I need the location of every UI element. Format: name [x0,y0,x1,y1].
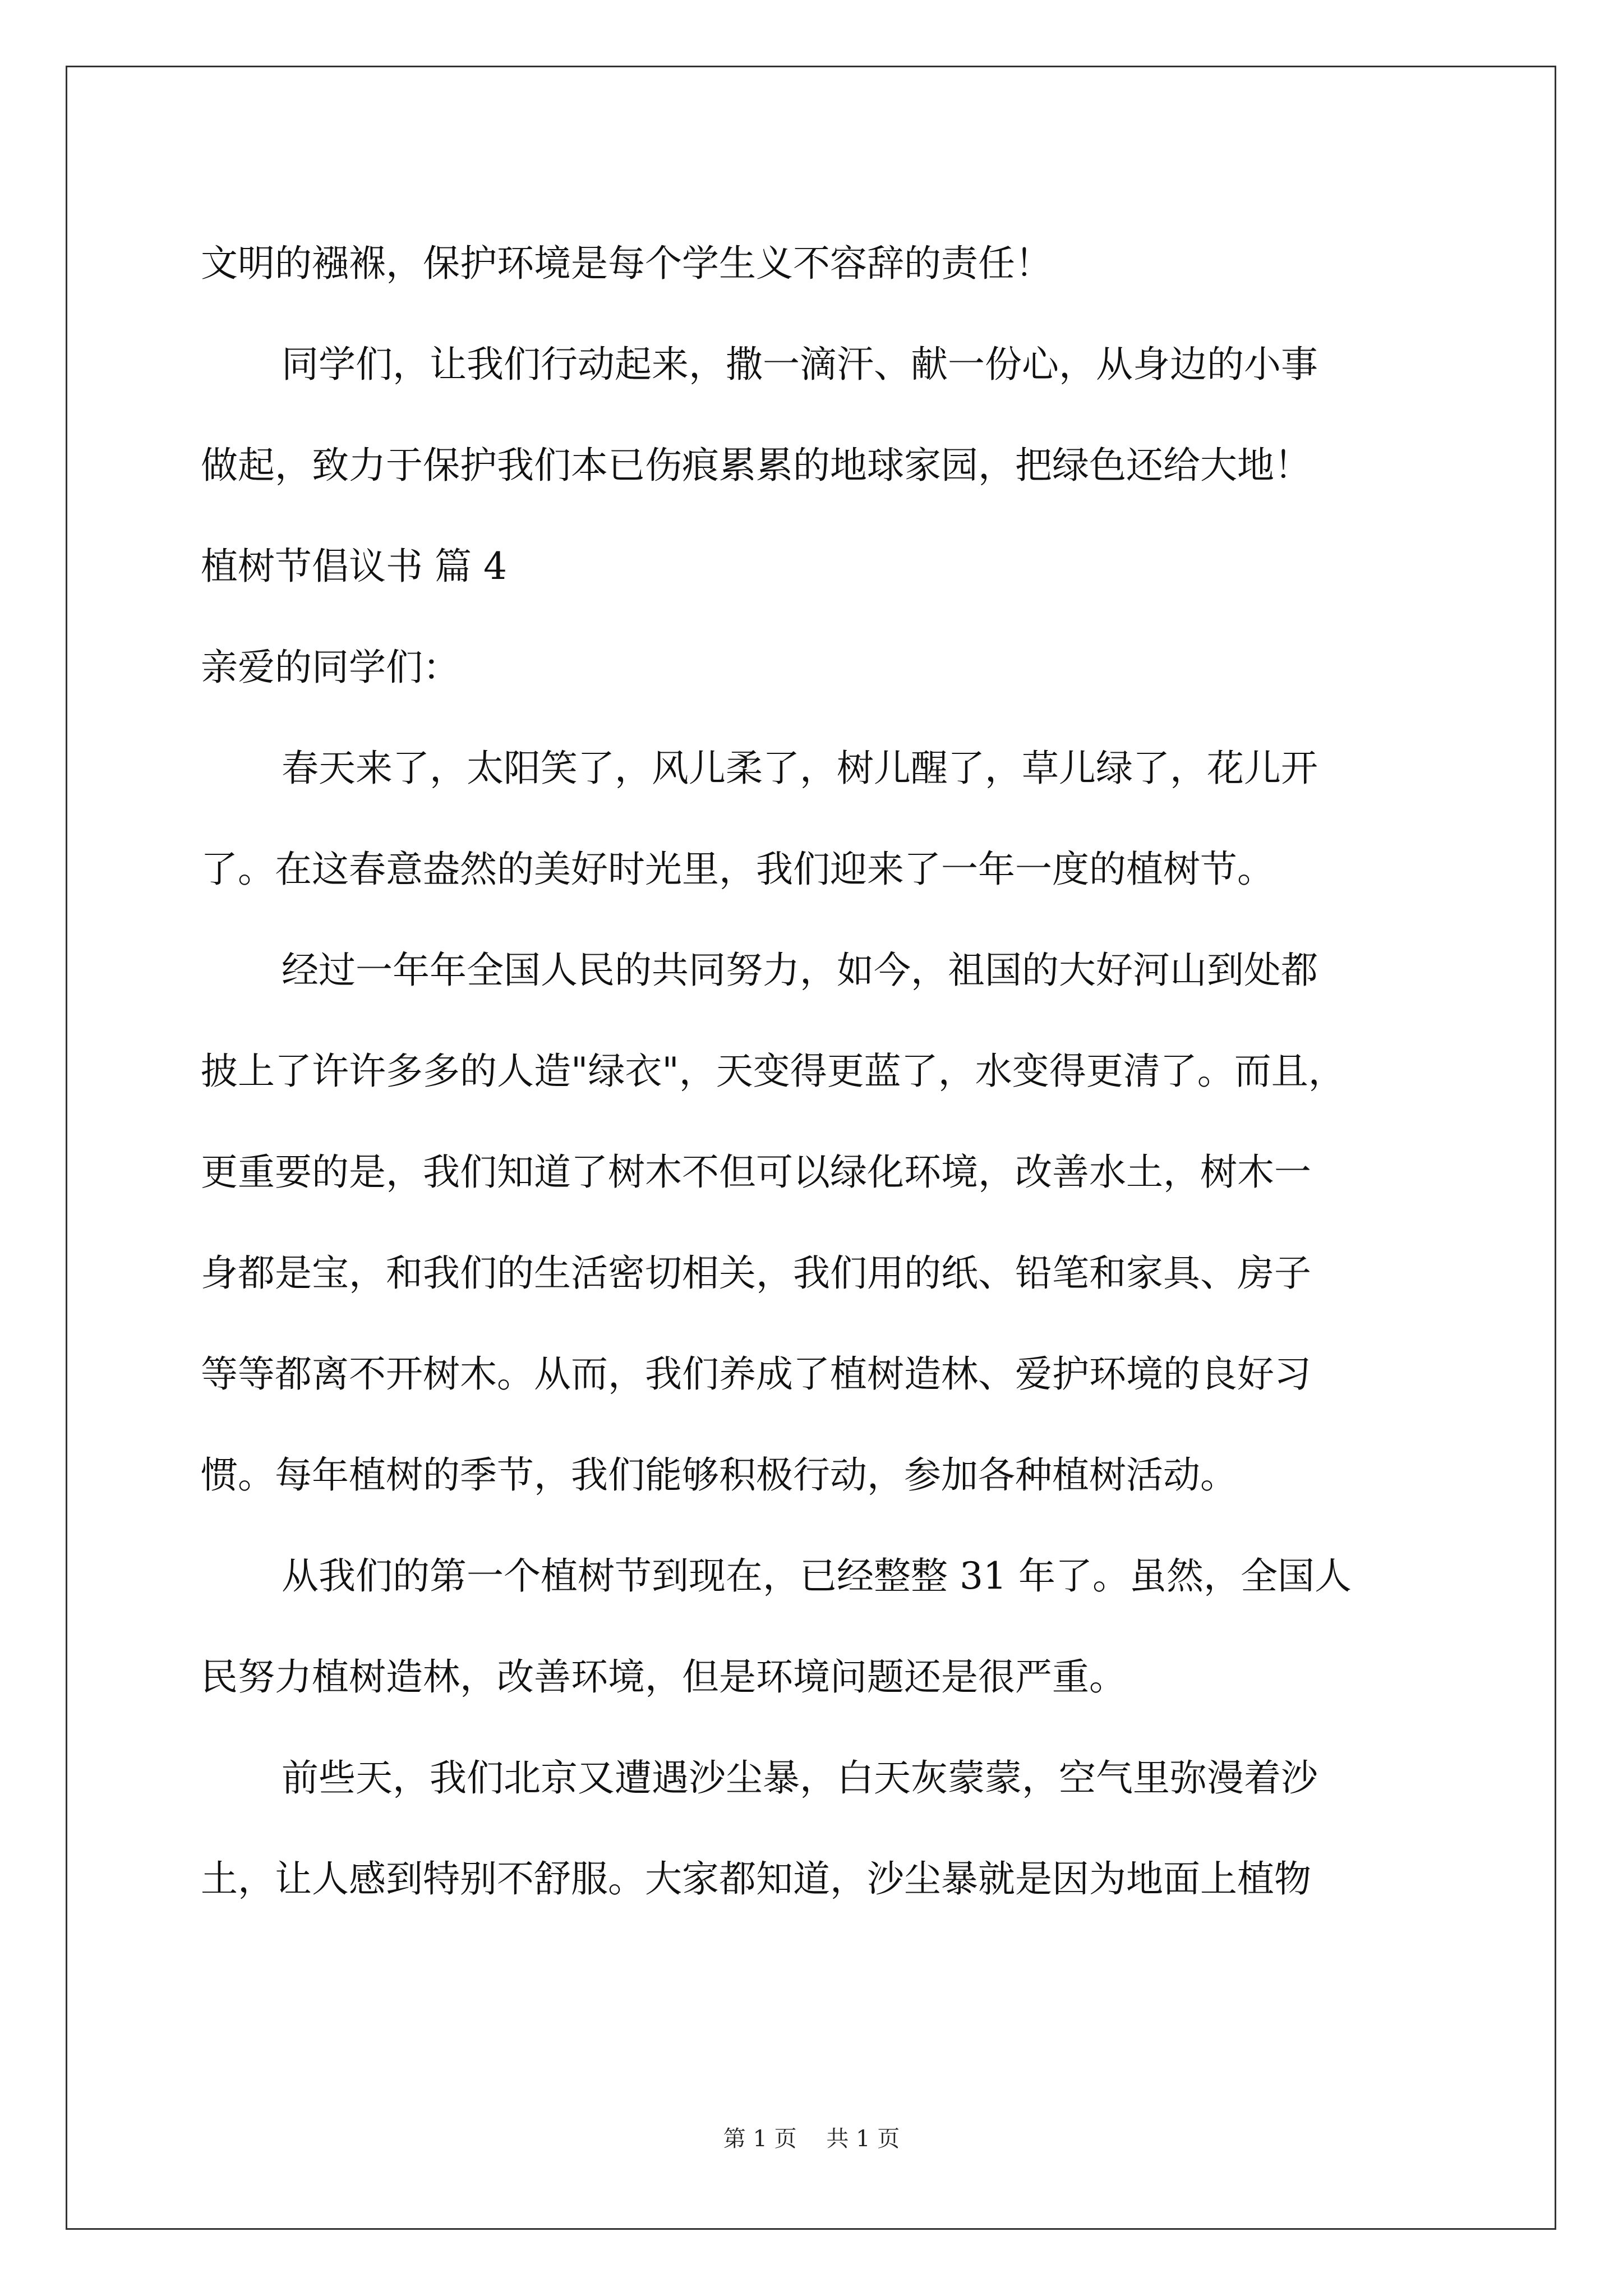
text-line: 从我们的第一个植树节到现在，已经整整 31 年了。虽然，全国人 [282,1554,1352,1598]
text-line: 文明的襁褓，保护环境是每个学生义不容辞的责任！ [201,242,1052,285]
text-line: 披上了许许多多的人造"绿衣"，天变得更蓝了，水变得更清了。而且， [201,1050,1345,1093]
text-line: 惯。每年植树的季节，我们能够积极行动，参加各种植树活动。 [201,1453,1237,1497]
page-footer [0,2125,1623,2153]
salutation: 亲爱的同学们： [201,646,460,689]
text-line: 土，让人感到特别不舒服。大家都知道，沙尘暴就是因为地面上植物 [201,1857,1311,1901]
document-body [201,213,1435,1930]
text-line: 经过一年年全国人民的共同努力，如今，祖国的大好河山到处都 [282,949,1318,992]
text-line: 更重要的是，我们知道了树木不但可以绿化环境，改善水土，树木一 [201,1151,1311,1194]
page-number: 第 1 页 [723,2126,797,2152]
text-line: 做起，致力于保护我们本已伤痕累累的地球家园，把绿色还给大地！ [201,444,1311,487]
text-line: 民努力植树造林，改善环境，但是环境问题还是很严重。 [201,1655,1126,1699]
text-line: 春天来了，太阳笑了，风儿柔了，树儿醒了，草儿绿了，花儿开 [282,747,1318,790]
page-total: 共 1 页 [826,2126,900,2152]
text-line: 了。在这春意盎然的美好时光里，我们迎来了一年一度的植树节。 [201,848,1274,891]
text-line: 同学们，让我们行动起来，撒一滴汗、献一份心，从身边的小事 [282,343,1318,386]
text-line: 身都是宝，和我们的生活密切相关，我们用的纸、铅笔和家具、房子 [201,1251,1311,1295]
section-heading: 植树节倡议书 篇 4 [201,545,507,588]
text-line: 前些天，我们北京又遭遇沙尘暴，白天灰蒙蒙，空气里弥漫着沙 [282,1756,1318,1800]
text-line: 等等都离不开树木。从而，我们养成了植树造林、爱护环境的良好习 [201,1352,1311,1396]
